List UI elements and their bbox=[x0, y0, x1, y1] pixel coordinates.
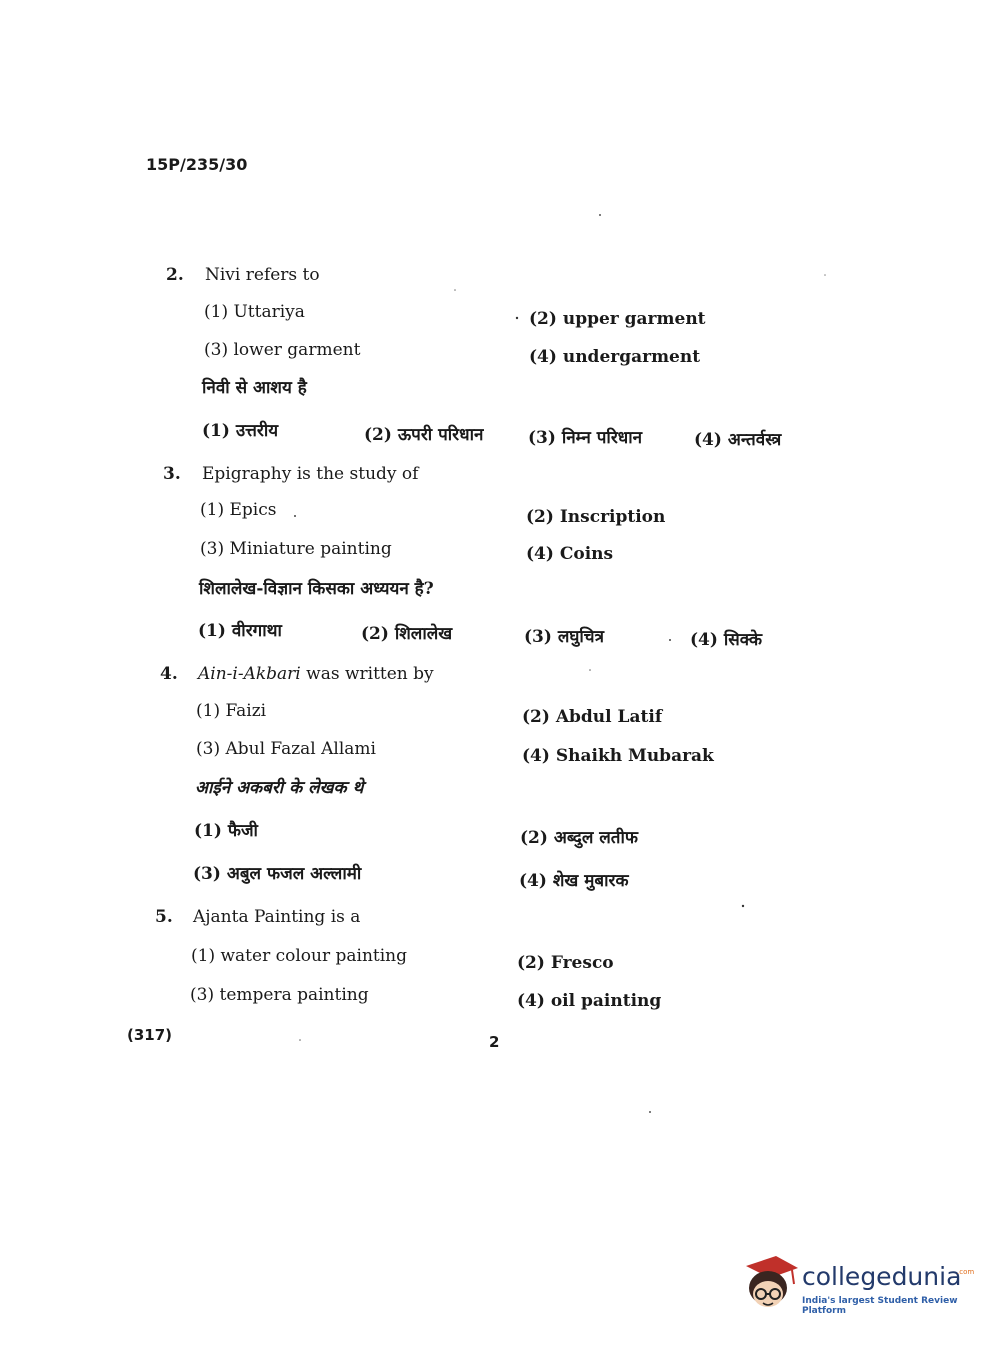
option-3: (3) Miniature painting bbox=[200, 539, 392, 559]
option-4: (4) Coins bbox=[526, 544, 614, 564]
hindi-option-1: (1) फैजी bbox=[194, 821, 258, 841]
question-stem: Nivi refers to bbox=[205, 265, 320, 285]
collegedunia-watermark bbox=[740, 1250, 980, 1314]
hindi-option-4: (4) सिक्के bbox=[690, 630, 763, 650]
hindi-option-2: (2) ऊपरी परिधान bbox=[364, 425, 484, 445]
hindi-option-1: (1) वीरगाथा bbox=[198, 621, 282, 641]
option-4: (4) oil painting bbox=[517, 991, 662, 1011]
option-1: (1) Epics bbox=[200, 500, 277, 520]
hindi-option-4: (4) शेख मुबारक bbox=[519, 871, 629, 891]
question-number: 3. bbox=[163, 464, 181, 484]
hindi-option-4: (4) अन्तर्वस्त्र bbox=[694, 430, 782, 450]
question-number: 2. bbox=[166, 265, 184, 285]
option-1: (1) Faizi bbox=[196, 701, 267, 721]
stem-rest: was written by bbox=[300, 664, 434, 684]
hindi-option-1: (1) उत्तरीय bbox=[202, 421, 279, 441]
brand-name: collegedunia bbox=[802, 1262, 962, 1291]
option-3: (3) lower garment bbox=[204, 340, 361, 360]
option-4: (4) Shaikh Mubarak bbox=[522, 746, 714, 766]
option-2: (2) Abdul Latif bbox=[522, 707, 663, 727]
question-stem: Ajanta Painting is a bbox=[193, 907, 361, 927]
option-1: (1) water colour painting bbox=[191, 946, 408, 966]
hindi-stem: शिलालेख-विज्ञान किसका अध्ययन है? bbox=[199, 579, 434, 599]
brand-suffix: .com bbox=[957, 1268, 975, 1276]
question-stem: Epigraphy is the study of bbox=[202, 464, 419, 484]
option-3: (3) Abul Fazal Allami bbox=[196, 739, 376, 759]
question-number: 4. bbox=[160, 664, 178, 684]
paper-footer-code: (317) bbox=[127, 1026, 173, 1044]
question-number: 5. bbox=[155, 907, 173, 927]
paper-code: 15P/235/30 bbox=[146, 155, 248, 174]
hindi-stem: आईने अकबरी के लेखक थे bbox=[195, 778, 364, 798]
hindi-option-3: (3) अबुल फजल अल्लामी bbox=[193, 864, 362, 884]
hindi-option-3: (3) लघुचित्र bbox=[524, 627, 604, 647]
hindi-option-2: (2) शिलालेख bbox=[361, 624, 453, 644]
hindi-stem: निवी से आशय है bbox=[202, 378, 307, 398]
book-title: Ain-i-Akbari bbox=[198, 664, 301, 684]
hindi-option-2: (2) अब्दुल लतीफ bbox=[520, 828, 639, 848]
brand-tagline: India's largest Student Review Platform bbox=[802, 1296, 958, 1316]
option-1: (1) Uttariya bbox=[204, 302, 305, 322]
hindi-option-3: (3) निम्न परिधान bbox=[528, 428, 643, 448]
option-2: (2) upper garment bbox=[529, 309, 706, 329]
option-2: (2) Fresco bbox=[517, 953, 614, 973]
option-2: (2) Inscription bbox=[526, 507, 666, 527]
page-number: 2 bbox=[489, 1033, 500, 1051]
student-mascot-icon bbox=[740, 1250, 800, 1314]
option-4: (4) undergarment bbox=[529, 347, 701, 367]
option-3: (3) tempera painting bbox=[190, 985, 369, 1005]
